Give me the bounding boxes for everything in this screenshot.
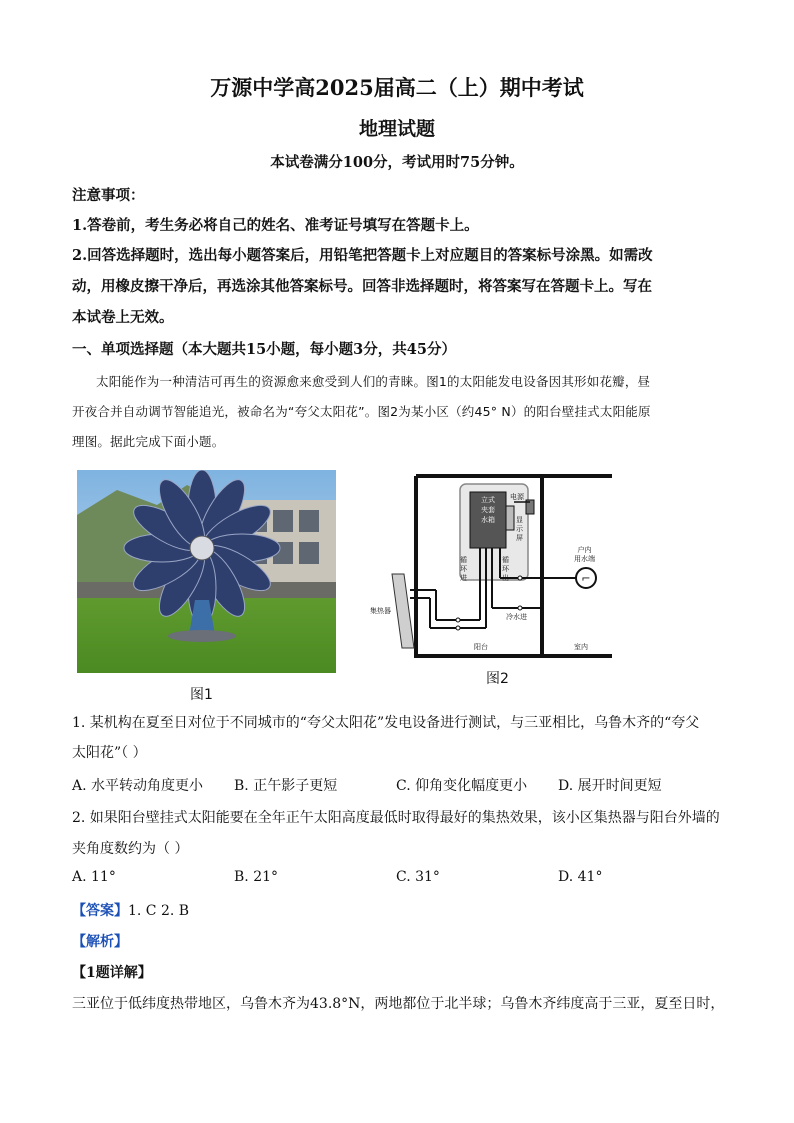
cold-water-in-label: 冷水进 [506,613,527,621]
q2-stem-line-1: 2. 如果阳台壁挂式太阳能要在全年正午太阳高度最低时取得最好的集热效果，该小区集热器与阳台外墙的 [72,810,720,826]
figure-1-photo [77,470,336,673]
figure-1-caption: 图1 [190,687,213,703]
display-label-1: 显 [516,516,523,524]
user-end-bottom: 用水端 [574,555,595,563]
q1-option-d: D. 展开时间更短 [558,778,662,794]
tank-label [472,495,504,525]
circ-in-3: 进 [460,574,467,582]
figure-2-diagram [370,470,614,660]
power-label: 电源 [510,493,524,501]
indoor-label: 室内 [574,643,588,651]
circ-out-2: 环 [502,565,509,573]
intro-line-2: 开夜合并自动调节智能追光，被命名为“夸父太阳花”。图2为某小区（约45° N）的阳台壁挂式太阳能原 [72,404,651,419]
analysis-label: 【解析】 [72,934,128,950]
notes-heading: 注意事项： [72,187,145,204]
figure-2-caption: 图2 [486,671,509,687]
exam-title: 万源中学高2025届高二（上）期中考试 [210,75,584,100]
display-label-3: 屏 [516,534,523,542]
tank-label-3: 水箱 [481,516,495,524]
detail-label: 【1题详解】 [72,965,152,981]
exam-info: 本试卷满分100分，考试用时75分钟。 [270,154,524,171]
intro-line-3: 理图。据此完成下面小题。 [72,434,225,449]
circ-out-3: 出 [502,574,509,582]
solar-flower-illustration [77,470,336,673]
tap-icon: ⌐ [581,572,591,585]
answer-line [72,900,189,920]
section-heading: 一、单项选择题（本大题共15小题，每小题3分，共45分） [72,341,456,358]
q1-option-b: B. 正午影子更短 [234,778,338,794]
notes-item-1: 1.答卷前，考生务必将自己的姓名、准考证号填写在答题卡上。 [72,217,479,234]
answer-value: 1. C 2. B [128,903,190,919]
q2-option-a: A. 11° [72,869,116,885]
analysis-label-line [72,931,128,951]
circulation-out-label [502,556,509,583]
notes-item-2-line-3: 本试卷上无效。 [72,309,174,326]
tank-label-1: 立式 [481,496,495,504]
intro-line-1: 太阳能作为一种清洁可再生的资源愈来愈受到人们的青睐。图1的太阳能发电设备因其形如花瓣，昼 [96,374,651,389]
answer-label: 【答案】 [72,903,128,919]
display-label [516,516,523,543]
q1-stem-line-1: 1. 某机构在夏至日对位于不同城市的“夸父太阳花”发电设备进行测试，与三亚相比，乌鲁木齐的“夸父 [72,715,700,731]
exam-subtitle: 地理试题 [358,118,435,140]
notes-item-2-line-1: 2.回答选择题时，选出每小题答案后，用铅笔把答题卡上对应题目的答案标号涂黑。如需改 [72,247,653,264]
q1-option-a: A. 水平转动角度更小 [72,778,204,794]
notes-item-2-line-2: 动，用橡皮擦干净后，再选涂其他答案标号。回答非选择题时，将答案写在答题卡上。写在 [72,278,652,295]
analysis-text: 三亚位于低纬度热带地区，乌鲁木齐为43.8°N，两地都位于北半球；乌鲁木齐纬度高于三亚，夏至日时， [72,996,725,1012]
circ-in-2: 环 [460,565,467,573]
tank-label-2: 夹套 [481,506,495,514]
circ-in-1: 循 [460,556,467,564]
q1-stem-line-2: 太阳花”（ ） [72,745,147,761]
user-end-top: 户内 [577,546,592,554]
detail-label-line [72,962,152,982]
q2-option-c: C. 31° [396,869,440,885]
q2-option-b: B. 21° [234,869,279,885]
user-end-label [574,546,595,564]
collector-label: 集热器 [370,607,391,615]
circulation-in-label [460,556,467,583]
q1-option-c: C. 仰角变化幅度更小 [396,778,528,794]
circ-out-1: 循 [502,556,509,564]
display-label-2: 示 [516,525,523,533]
q2-stem-line-2: 夹角度数约为（ ） [72,841,189,857]
balcony-label: 阳台 [474,643,488,651]
q2-option-d: D. 41° [558,869,603,885]
